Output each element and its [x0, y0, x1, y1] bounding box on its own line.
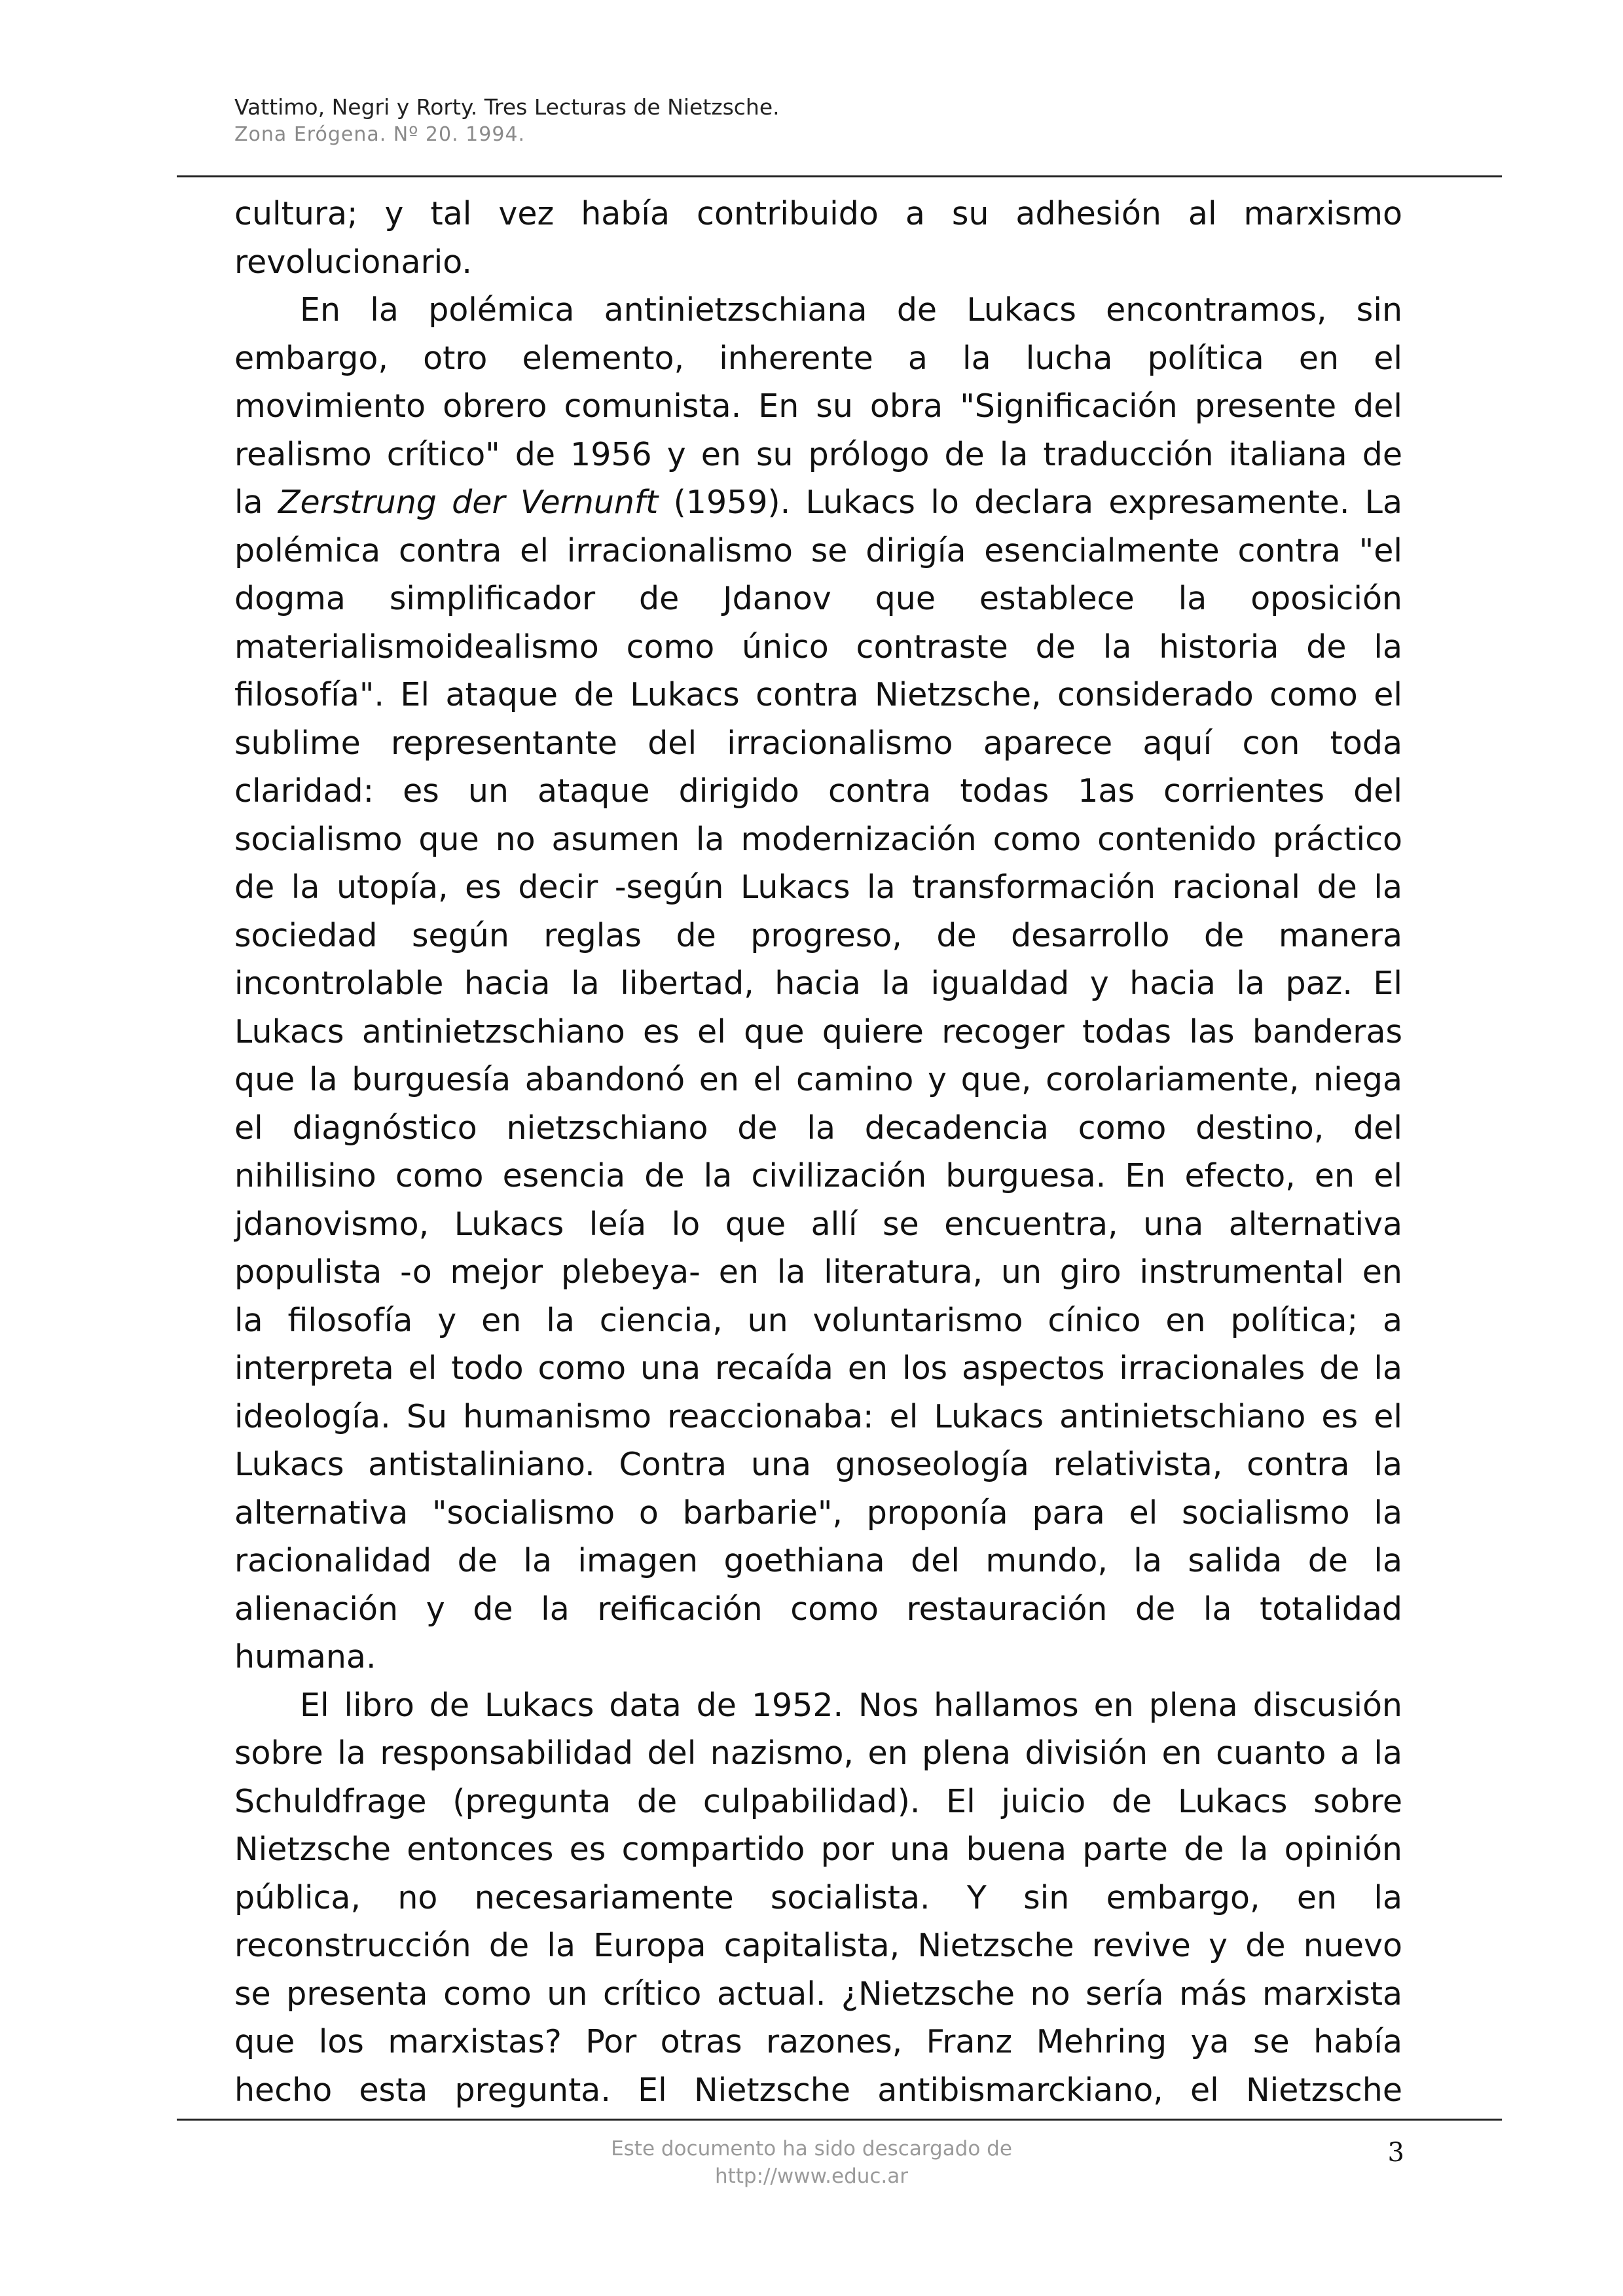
text-line: El libro de Lukacs data de 1952. Nos hallamos en plena discusión [300, 1686, 1402, 1724]
text-line: Lukacs antistaliniano. Contra una gnoseología relativista, contra la [234, 1446, 1402, 1483]
text-line: incontrolable hacia la libertad, hacia la igualdad y hacia la paz. El [234, 965, 1402, 1002]
text-line: ideología. Su humanismo reaccionaba: el Lukacs antinietschiano es el [234, 1397, 1402, 1435]
footer-download-note: Este documento ha sido descargado de [611, 2137, 1012, 2161]
header-title: Vattimo, Negri y Rorty. Tres Lecturas de Nietzsche. [234, 94, 780, 120]
text-line: racionalidad de la imagen goethiana del mundo, la salida de la [234, 1542, 1402, 1579]
text-line: materialismoidealismo como único contraste de la historia de la [234, 628, 1402, 666]
text-line: el diagnóstico nietzschiano de la decadencia como destino, del [234, 1109, 1402, 1147]
text-line: Lukacs antinietzschiano es el que quiere recoger todas las banderas [234, 1013, 1402, 1050]
header-divider [177, 175, 1502, 177]
text-line: la filosofía y en la ciencia, un voluntarismo cínico en política; a [234, 1301, 1402, 1339]
text-line: revolucionario. [234, 243, 472, 281]
text-line: que los marxistas? Por otras razones, Franz Mehring ya se había [234, 2023, 1402, 2060]
text-line: jdanovismo, Lukacs leía lo que allí se encuentra, una alternativa [234, 1205, 1402, 1243]
text-line: se presenta como un crítico actual. ¿Nietzsche no sería más marxista [234, 1975, 1402, 2013]
text-line: alienación y de la reificación como restauración de la totalidad [234, 1590, 1402, 1628]
text-line: que la burguesía abandonó en el camino y que, corolariamente, niega [234, 1061, 1402, 1098]
text-line: dogma simplificador de Jdanov que establece la oposición [234, 580, 1402, 617]
text-line: Schuldfrage (pregunta de culpabilidad). El juicio de Lukacs sobre [234, 1782, 1402, 1820]
text-line: de la utopía, es decir -según Lukacs la transformación racional de la [234, 869, 1402, 906]
text-line: filosofía". El ataque de Lukacs contra Nietzsche, considerado como el [234, 676, 1402, 713]
text-line: alternativa "socialismo o barbarie", proponía para el socialismo la [234, 1494, 1402, 1532]
text-line: embargo, otro elemento, inherente a la lucha política en el [234, 339, 1402, 377]
header-subtitle: Zona Erógena. Nº 20. 1994. [234, 123, 526, 146]
page-header [234, 93, 780, 148]
text-line: cultura; y tal vez había contribuido a su adhesión al marxismo [234, 195, 1402, 232]
text-line: sublime representante del irracionalismo aparece aquí con toda [234, 724, 1402, 762]
book-title: Zerstrung der Vernunft [278, 484, 659, 521]
text-line: sociedad según reglas de progreso, de desarrollo de manera [234, 916, 1402, 954]
page-number: 3 [1387, 2138, 1404, 2168]
body-text [234, 190, 1402, 2114]
text-line: Nietzsche entonces es compartido por una buena parte de la opinión [234, 1831, 1402, 1868]
text-line: pública, no necesariamente socialista. Y sin embargo, en la [234, 1878, 1402, 1916]
text-line: la Zerstrung der Vernunft (1959). Lukacs lo declara expresamente. La [234, 484, 1403, 521]
text-line: sobre la responsabilidad del nazismo, en plena división en cuanto a la [234, 1734, 1402, 1772]
text-line: realismo crítico" de 1956 y en su prólogo de la traducción italiana de [234, 435, 1402, 473]
text-line: movimiento obrero comunista. En su obra "Significación presente del [234, 387, 1402, 425]
text-line: reconstrucción de la Europa capitalista, Nietzsche revive y de nuevo [234, 1927, 1402, 1964]
text-line: polémica contra el irracionalismo se dirigía esencialmente contra "el [234, 531, 1402, 569]
text-line: En la polémica antinietzschiana de Lukacs encontramos, sin [300, 291, 1402, 329]
footer-url[interactable]: http://www.educ.ar [714, 2164, 909, 2188]
footer-divider [177, 2119, 1502, 2121]
text-line: claridad: es un ataque dirigido contra todas 1as corrientes del [234, 772, 1402, 810]
text-line: interpreta el todo como una recaída en los aspectos irracionales de la [234, 1350, 1402, 1387]
text-line: nihilisino como esencia de la civilización burguesa. En efecto, en el [234, 1157, 1402, 1194]
text-line: hecho esta pregunta. El Nietzsche antibismarckiano, el Nietzsche [234, 2071, 1402, 2109]
text-line: socialismo que no asumen la modernización como contenido práctico [234, 820, 1402, 858]
text-line: populista -o mejor plebeya- en la literatura, un giro instrumental en [234, 1253, 1402, 1291]
text-line: humana. [234, 1638, 376, 1676]
